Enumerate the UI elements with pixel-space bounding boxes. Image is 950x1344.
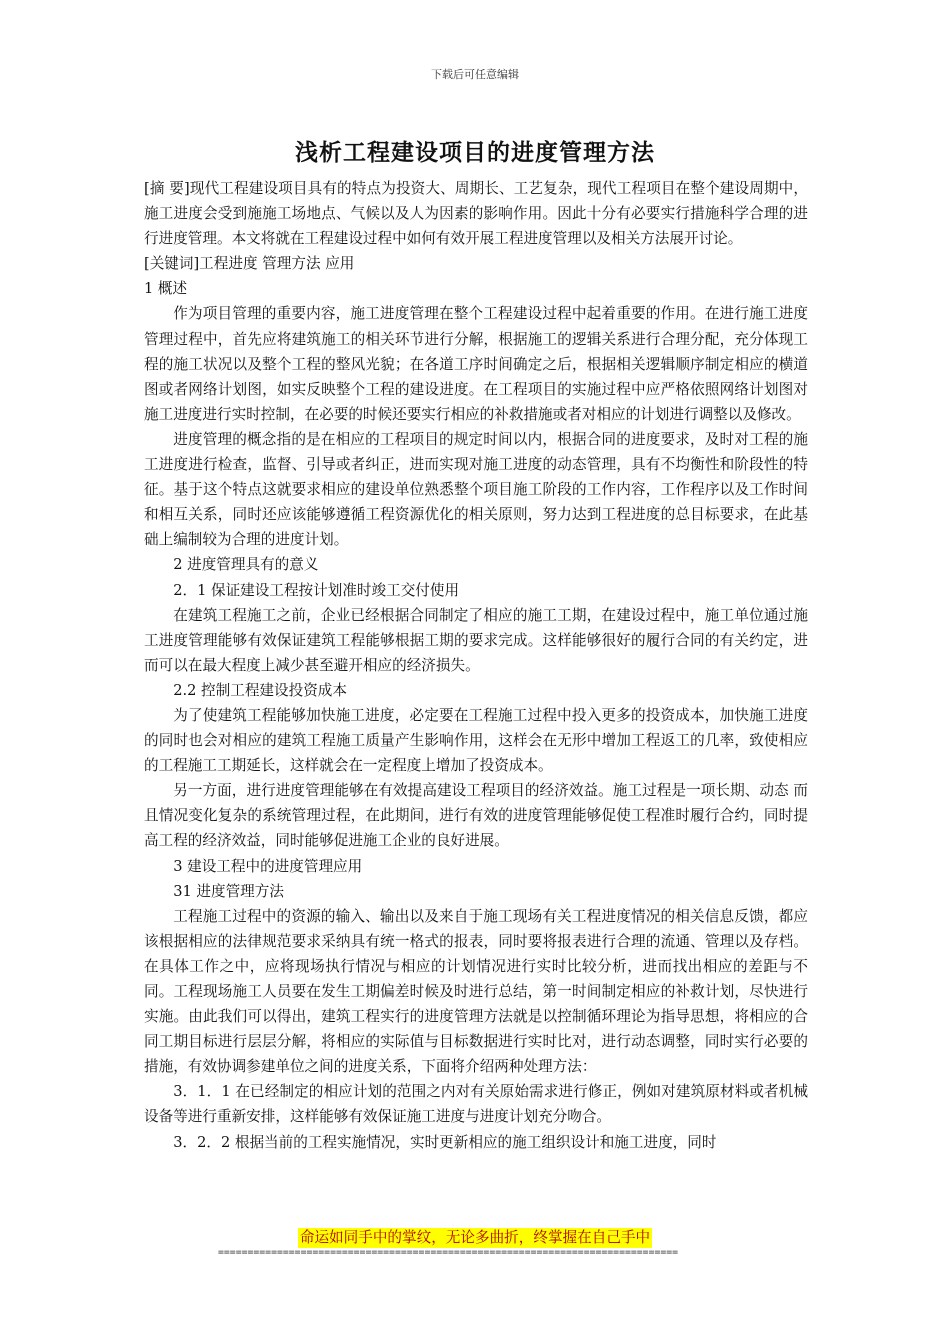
- paragraph: 2.2 控制工程建设投资成本: [173, 681, 347, 699]
- paragraph: 2．1 保证建设工程按计划准时竣工交付使用: [173, 581, 460, 599]
- document-title: 浅析工程建设项目的进度管理方法: [295, 140, 655, 166]
- footer-slogan: 命运如同手中的掌纹，无论多曲折，终掌握在自己手中: [299, 1229, 651, 1246]
- paragraph: 在建筑工程施工之前，企业已经根据合同制定了相应的施工工期，在建设过程中，施工单位通过施工进度管理能够有效保证建筑工程能够根据工期的要求完成。这样能够很好的履行合同的有关约定，进而可以在最大程度上减少甚至避开相应的经济损失。: [144, 606, 808, 674]
- paragraph: 作为项目管理的重要内容，施工进度管理在整个工程建设过程中起着重要的作用。在进行施工进度管理过程中，首先应将建筑施工的相关环节进行分解，根据施工的逻辑关系进行合理分配，充分体现工程的施工状况以及整个工程的整风光貌；在各道工序时间确定之后，根据相关逻辑顺序制定相应的横道图或者网络计划图，如实反映整个工程的建设进度。在工程项目的实施过程中应严格依照网络计划图对施工进度进行实时控制，在必要的时候还要实行相应的补救措施或者对相应的计划进行调整以及修改。: [144, 305, 808, 423]
- paragraph: 3．2．2 根据当前的工程实施情况，实时更新相应的施工组织设计和施工进度，同时: [173, 1133, 717, 1151]
- paragraph: 1 概述: [144, 280, 188, 298]
- paragraph: 2 进度管理具有的意义: [173, 556, 319, 574]
- header-note: 下载后可任意编辑: [431, 68, 519, 81]
- paragraph: 为了使建筑工程能够加快施工进度，必定要在工程施工过程中投入更多的投资成本，加快施工进度的同时也会对相应的建筑工程施工质量产生影响作用，这样会在无形中增加工程返工的几率，致使相应的工程施工工期延长，这样就会在一定程度上增加了投资成本。: [144, 706, 808, 775]
- paragraph: 工程施工过程中的资源的输入、输出以及来自于施工现场有关工程进度情况的相关信息反馈，都应该根据相应的法律规范要求采纳具有统一格式的报表，同时要将报表进行合理的流通、管理以及存档。在具体工作之中，应将现场执行情况与相应的计划情况进行实时比较分析，进而找出相应的差距与不同。工程现场施工人员要在发生工期偏差时候及时进行总结，第一时间制定相应的补救计划，尽快进行实施。由此我们可以得出，建筑工程实行的进度管理方法就是以控制循环理论为指导思想，将相应的合同工期目标进行层层分解，将相应的实际值与目标数据进行实时比对，进行动态调整，同时实行必要的措施，有效协调参建单位之间的进度关系，下面将介绍两种处理方法：: [144, 907, 808, 1076]
- paragraph: 进度管理的概念指的是在相应的工程项目的规定时间以内，根据合同的进度要求，及时对工程的施工进度进行检查，监督、引导或者纠正，进而实现对施工进度的动态管理，具有不均衡性和阶段性的特征。基于这个特点这就要求相应的建设单位熟悉整个项目施工阶段的工作内容，工作程序以及工作时间和相互关系，同时还应该能够遵循工程资源优化的相关原则，努力达到工程进度的总目标要求，在此基础上编制较为合理的进度计划。: [144, 430, 808, 549]
- footer: [0, 1227, 950, 1248]
- document-body: [144, 176, 808, 1155]
- paragraph: 另一方面，进行进度管理能够在有效提高建设工程项目的经济效益。施工过程是一项长期、动态 而且情况变化复杂的系统管理过程，在此期间，进行有效的进度管理能够促使工程准时履行合约，同时提高工程的经济效益，同时能够促进施工企业的良好进展。: [144, 782, 808, 850]
- paragraph: [关键词]工程进度 管理方法 应用: [144, 255, 355, 273]
- footer-divider: ==============================================================================: [218, 1247, 679, 1258]
- paragraph: 31 进度管理方法: [173, 882, 284, 900]
- paragraph: [摘 要]现代工程建设项目具有的特点为投资大、周期长、工艺复杂，现代工程项目在整个建设周期中，施工进度会受到施施工场地点、气候以及人为因素的影响作用。因此十分有必要实行措施科学合理的进行进度管理。本文将就在工程建设过程中如何有效开展工程进度管理以及相关方法展开讨论。: [144, 180, 808, 248]
- paragraph: 3 建设工程中的进度管理应用: [173, 857, 363, 875]
- paragraph: 3．1．1 在已经制定的相应计划的范围之内对有关原始需求进行修正，例如对建筑原材料或者机械设备等进行重新安排，这样能够有效保证施工进度与进度计划充分吻合。: [144, 1083, 808, 1126]
